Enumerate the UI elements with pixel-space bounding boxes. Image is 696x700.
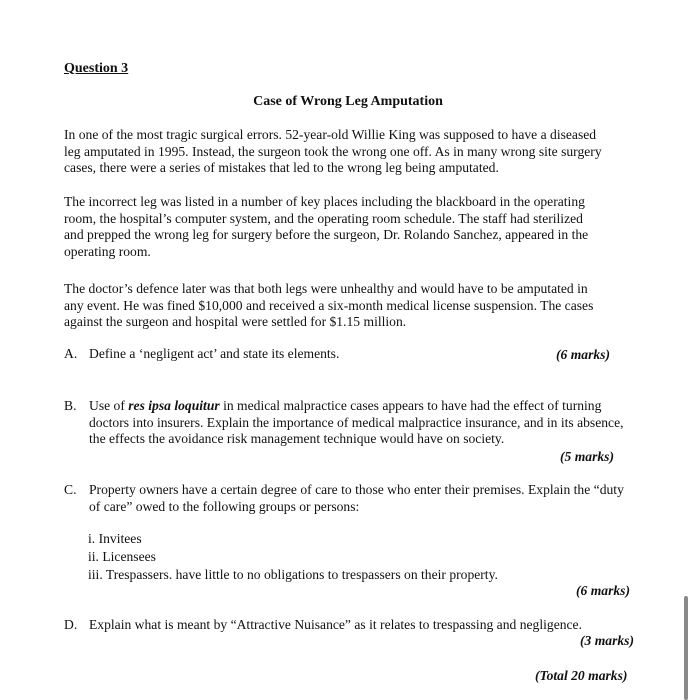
case-title: Case of Wrong Leg Amputation bbox=[253, 94, 443, 109]
question-text: Property owners have a certain degree of care to those who enter their premises. Explain the “duty of care” owed to the following groups or persons: bbox=[89, 482, 624, 514]
legal-term-emphasis: res ipsa loquitur bbox=[128, 398, 220, 413]
paragraph-line: operating room. bbox=[64, 243, 151, 259]
paragraph-line: The incorrect leg was listed in a number of key places including the blackboard in the operating bbox=[64, 194, 585, 209]
total-marks: (Total 20 marks) bbox=[535, 668, 628, 683]
question-text-after: in medical malpractice cases appears to have had the effect of turning doctors into insurers. Explain the importance of medical malpractice insurance, and in its absence, the effects the avoidance risk management technique would have on society. bbox=[89, 398, 624, 446]
question-text bbox=[89, 398, 629, 448]
outcome-paragraph bbox=[64, 281, 636, 331]
vertical-scrollbar[interactable] bbox=[684, 596, 688, 700]
paragraph-line: cases, there were a series of mistakes that led to the wrong leg being amputated. bbox=[64, 160, 499, 175]
paragraph-line: room, the hospital’s computer system, and the operating room schedule. The staff had sterilized bbox=[64, 210, 583, 226]
paragraph-line: any event. He was fined $10,000 and received a six-month medical license suspension. The cases bbox=[64, 297, 594, 313]
question-text: Define a ‘negligent act’ and state its elements. bbox=[89, 346, 340, 361]
paragraph-line: and prepped the wrong leg for surgery before the surgeon, Dr. Rolando Sanchez, appeared in the bbox=[64, 227, 589, 242]
paragraph-line: In one of the most tragic surgical errors. 52-year-old Willie King was supposed to have a diseased bbox=[64, 127, 597, 142]
marks-label: (5 marks) bbox=[560, 449, 614, 464]
marks-label: (3 marks) bbox=[580, 633, 634, 648]
question-letter: A. bbox=[64, 346, 78, 361]
sub-item-licensees: ii. Licensees bbox=[88, 549, 156, 564]
intro-paragraph bbox=[64, 127, 636, 177]
marks-label: (6 marks) bbox=[576, 583, 630, 598]
sub-item-invitees: i. Invitees bbox=[88, 531, 142, 546]
paragraph-line: against the surgeon and hospital were settled for $1.15 million. bbox=[64, 314, 407, 329]
details-paragraph bbox=[64, 194, 636, 260]
question-heading: Question 3 bbox=[64, 61, 129, 76]
question-letter: D. bbox=[64, 617, 78, 632]
question-letter: B. bbox=[64, 398, 77, 413]
paragraph-line: leg amputated in 1995. Instead, the surgeon took the wrong one off. As in many wrong site surgery bbox=[64, 143, 602, 159]
marks-label: (6 marks) bbox=[556, 347, 610, 362]
question-text: Explain what is meant by “Attractive Nuisance” as it relates to trespassing and negligence. bbox=[89, 617, 582, 632]
paragraph-line: The doctor’s defence later was that both legs were unhealthy and would have to be amputated in bbox=[64, 281, 588, 296]
sub-item-trespassers: iii. Trespassers. have little to no obligations to trespassers on their property. bbox=[88, 567, 498, 582]
question-text-before: Use of bbox=[89, 398, 129, 413]
question-letter: C. bbox=[64, 482, 77, 497]
